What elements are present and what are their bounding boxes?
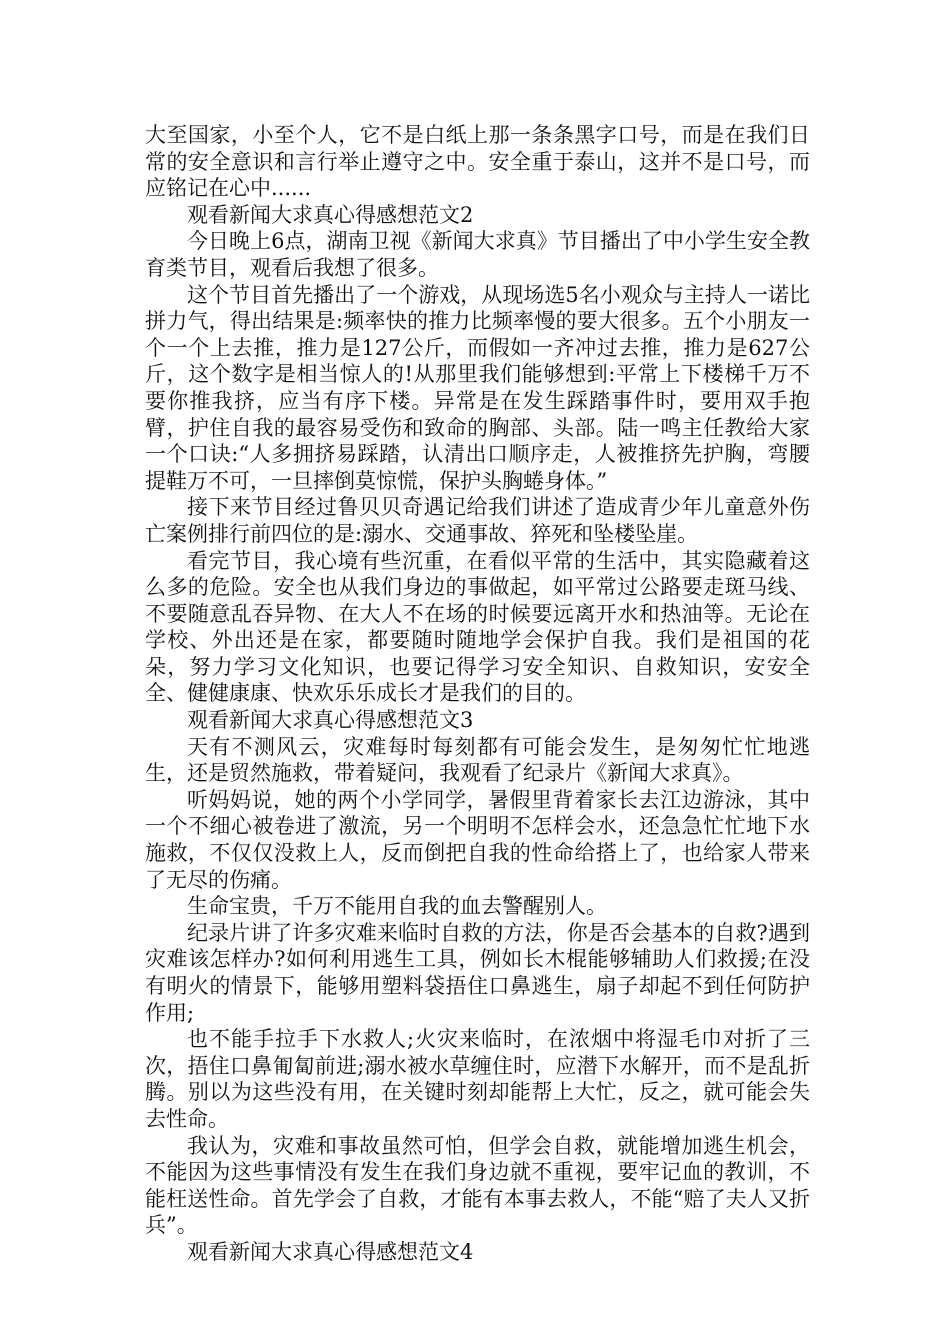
paragraph: 也不能手拉手下水救人;火灾来临时，在浓烟中将湿毛巾对折了三次，捂住口鼻匍匐前进;溺水被水草缠住时，应潜下水解开，而不是乱折腾。别以为这些没有用，在关键时刻却能帮上大忙，反之，就可能会失去性命。 [145,1027,810,1131]
paragraph-intro-continuation: 大至国家，小至个人，它不是白纸上那一条条黑字口号，而是在我们日常的安全意识和言行举止遵守之中。安全重于泰山，这并不是口号，而应铭记在心中...... [145,123,810,201]
paragraph: 这个节目首先播出了一个游戏，从现场选5名小观众与主持人一诺比拼力气，得出结果是:频率快的推力比频率慢的要大很多。五个小朋友一个一个上去推，推力是127公斤，而假如一齐冲过去推，推力是627公斤，这个数字是相当惊人的!从那里我们能够想到:平常上下楼梯千万不要你推我挤，应当有序下楼。异常是在发生踩踏事件时，要用双手抱臂，护住自我的最容易受伤和致命的胸部、头部。陆一鸣主任教给大家一个口诀:“人多拥挤易踩踏，认清出口顺序走，人被推挤先护胸，弯腰提鞋万不可，一旦摔倒莫惊慌，保护头胸蜷身体。” [145,282,810,493]
document-page [145,122,810,1266]
paragraph: 纪录片讲了许多灾难来临时自救的方法，你是否会基本的自救?遇到灾难该怎样办?如何利用逃生工具，例如长木棍能够辅助人们救援;在没有明火的情景下，能够用塑料袋捂住口鼻逃生，扇子却起不到任何防护作用; [145,920,810,1025]
paragraph: 听妈妈说，她的两个小学同学，暑假里背着家长去江边游泳，其中一个不细心被卷进了激流，另一个明明不怎样会水，还急急忙忙地下水施救，不仅仅没救上人，反而倒把自我的性命给搭上了，也给家人带来了无尽的伤痛。 [145,787,810,892]
paragraph: 看完节目，我心境有些沉重，在看似平常的生活中，其实隐藏着这么多的危险。安全也从我们身边的事做起，如平常过公路要走斑马线、不要随意乱吞异物、在大人不在场的时候要远离开水和热油等。无论在学校、外出还是在家，都要随时随地学会保护自我。我们是祖国的花朵，努力学习文化知识，也要记得学习安全知识、自救知识，安安全全、健健康康、快欢乐乐成长才是我们的目的。 [145,548,810,706]
section-heading-4: 观看新闻大求真心得感想范文4 [187,1239,474,1264]
paragraph: 生命宝贵，千万不能用自我的血去警醒别人。 [187,894,607,919]
section-heading-2: 观看新闻大求真心得感想范文2 [187,202,474,227]
paragraph: 今日晚上6点，湖南卫视《新闻大求真》节目播出了中小学生安全教育类节目，观看后我想了很多。 [145,229,810,280]
paragraph: 天有不测风云，灾难每时每刻都有可能会发生，是匆匆忙忙地逃生，还是贸然施救，带着疑问，我观看了纪录片《新闻大求真》。 [145,734,810,786]
paragraph: 接下来节目经过鲁贝贝奇遇记给我们讲述了造成青少年儿童意外伤亡案例排行前四位的是:溺水、交通事故、猝死和坠楼坠崖。 [145,495,810,546]
paragraph: 我认为，灾难和事故虽然可怕，但学会自救，就能增加逃生机会，不能因为这些事情没有发生在我们身边就不重视，要牢记血的教训，不能枉送性命。首先学会了自救，才能有本事去救人，不能“赔了夫人又折兵”。 [145,1133,810,1238]
section-heading-3: 观看新闻大求真心得感想范文3 [187,708,474,733]
